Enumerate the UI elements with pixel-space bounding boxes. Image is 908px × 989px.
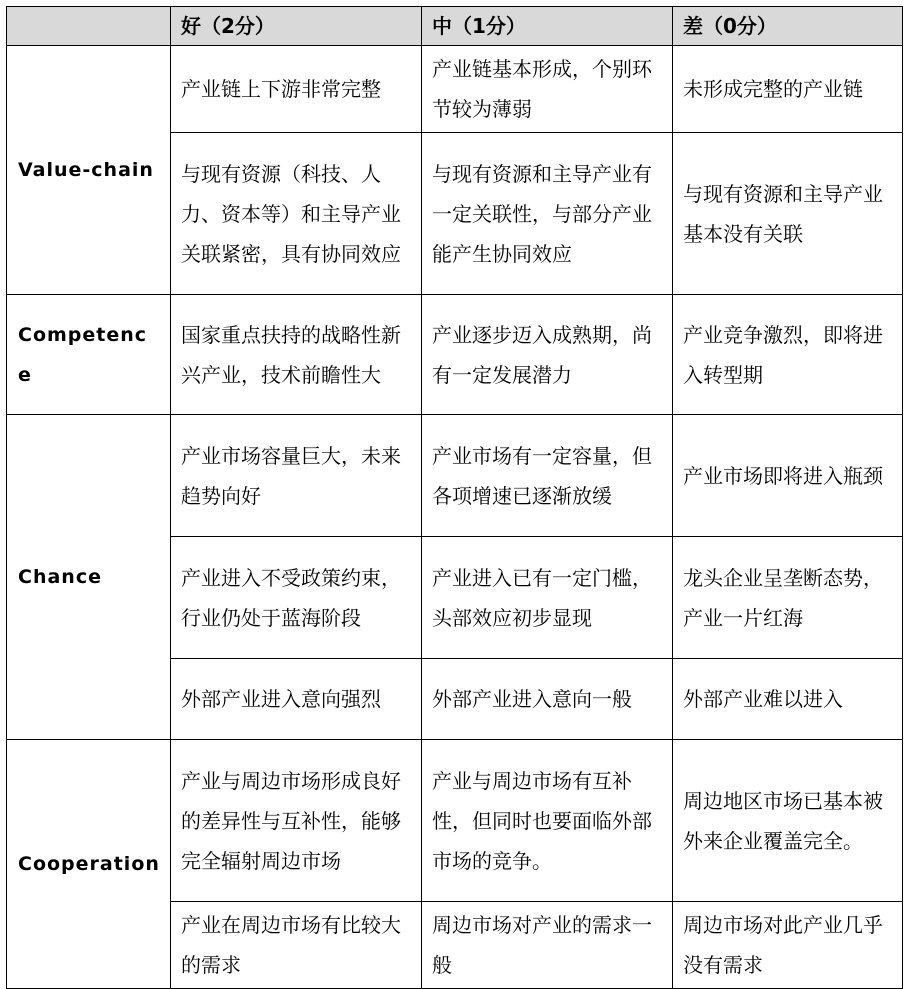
category-cooperation: Cooperation bbox=[7, 740, 171, 989]
header-row bbox=[7, 7, 903, 46]
cell-medium: 产业进入已有一定门槛，头部效应初步显现 bbox=[422, 537, 673, 659]
table-row bbox=[7, 295, 903, 415]
cell-poor: 龙头企业呈垄断态势，产业一片红海 bbox=[673, 537, 903, 659]
cell-poor: 周边市场对此产业几乎没有需求 bbox=[673, 902, 903, 989]
cell-poor: 未形成完整的产业链 bbox=[673, 46, 903, 133]
cell-good: 产业进入不受政策约束，行业仍处于蓝海阶段 bbox=[171, 537, 422, 659]
table-row bbox=[7, 415, 903, 537]
cell-poor: 产业市场即将进入瓶颈 bbox=[673, 415, 903, 537]
header-corner-cell bbox=[7, 7, 171, 46]
cell-medium: 与现有资源和主导产业有一定关联性，与部分产业能产生协同效应 bbox=[422, 133, 673, 295]
cell-medium: 外部产业进入意向一般 bbox=[422, 659, 673, 740]
table-row bbox=[7, 740, 903, 902]
cell-good: 产业链上下游非常完整 bbox=[171, 46, 422, 133]
cell-good: 与现有资源（科技、人力、资本等）和主导产业关联紧密，具有协同效应 bbox=[171, 133, 422, 295]
evaluation-table bbox=[6, 6, 903, 989]
cell-good: 国家重点扶持的战略性新兴产业，技术前瞻性大 bbox=[171, 295, 422, 415]
category-value-chain: Value-chain bbox=[7, 46, 171, 295]
header-medium: 中（1分） bbox=[422, 7, 673, 46]
cell-medium: 产业市场有一定容量，但各项增速已逐渐放缓 bbox=[422, 415, 673, 537]
cell-good: 产业与周边市场形成良好的差异性与互补性，能够完全辐射周边市场 bbox=[171, 740, 422, 902]
cell-poor: 周边地区市场已基本被外来企业覆盖完全。 bbox=[673, 740, 903, 902]
cell-poor: 外部产业难以进入 bbox=[673, 659, 903, 740]
cell-good: 产业市场容量巨大，未来趋势向好 bbox=[171, 415, 422, 537]
header-poor: 差（0分） bbox=[673, 7, 903, 46]
header-good: 好（2分） bbox=[171, 7, 422, 46]
cell-medium: 产业与周边市场有互补性，但同时也要面临外部市场的竞争。 bbox=[422, 740, 673, 902]
cell-good: 外部产业进入意向强烈 bbox=[171, 659, 422, 740]
cell-poor: 与现有资源和主导产业基本没有关联 bbox=[673, 133, 903, 295]
cell-medium: 产业逐步迈入成熟期，尚有一定发展潜力 bbox=[422, 295, 673, 415]
cell-medium: 产业链基本形成，个别环节较为薄弱 bbox=[422, 46, 673, 133]
cell-medium: 周边市场对产业的需求一般 bbox=[422, 902, 673, 989]
cell-poor: 产业竞争激烈，即将进入转型期 bbox=[673, 295, 903, 415]
category-competence: Competence bbox=[7, 295, 171, 415]
table-row bbox=[7, 46, 903, 133]
category-chance: Chance bbox=[7, 415, 171, 740]
cell-good: 产业在周边市场有比较大的需求 bbox=[171, 902, 422, 989]
